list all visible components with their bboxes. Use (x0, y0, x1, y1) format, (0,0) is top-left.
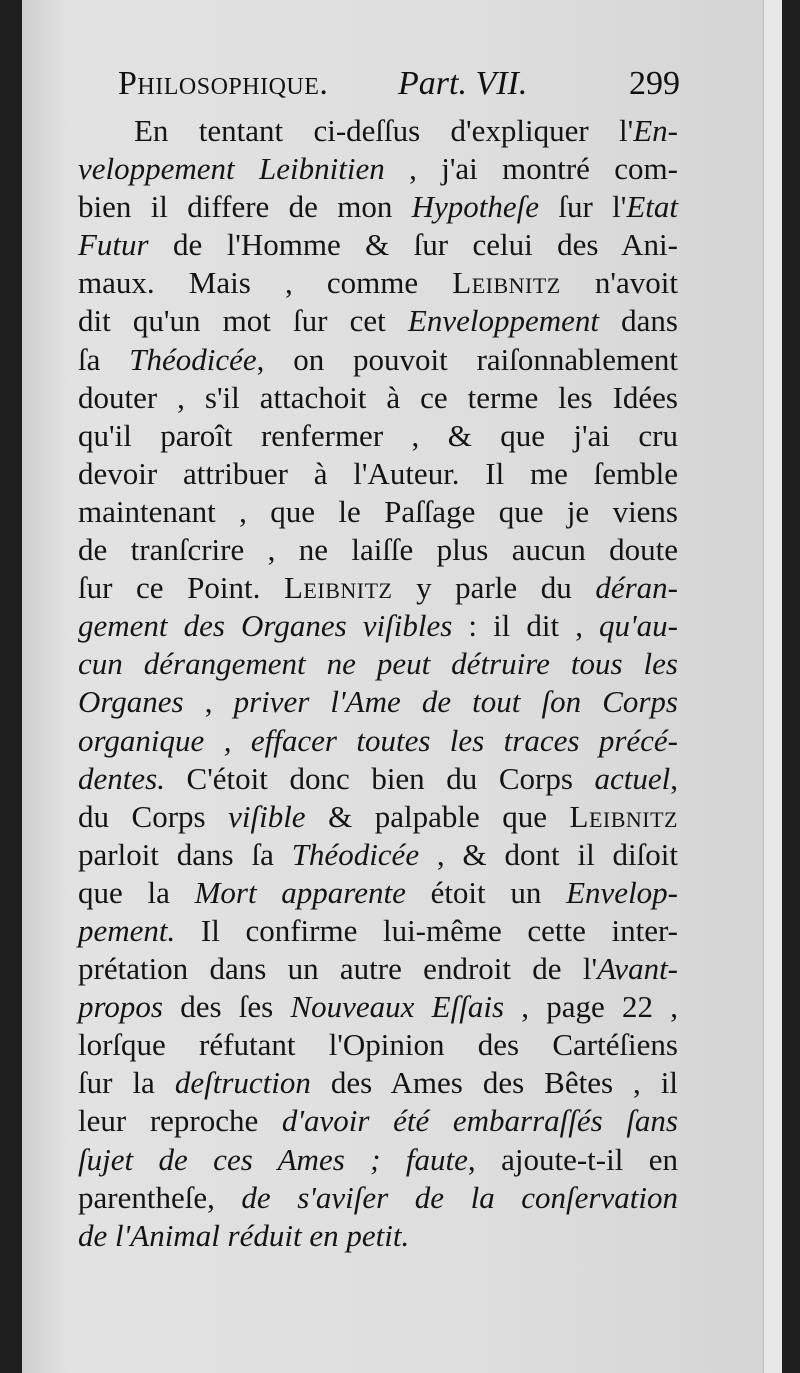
text-segment: de l'Animal réduit en petit. (78, 1217, 410, 1253)
text-segment: n'avoit (560, 265, 678, 301)
text-line (78, 226, 678, 264)
text-segment: Organes (78, 684, 184, 720)
text-segment: étoit un (405, 874, 567, 910)
text-segment: En tentant ci-deſſus d'expliquer l' (134, 113, 634, 148)
text-segment: bien il differe de mon (78, 189, 412, 225)
text-segment: douter , s'il attachoit à ce terme les Idées (78, 379, 678, 415)
text-segment: parloit dans ſa (78, 836, 292, 872)
text-segment: , & dont il diſoit (419, 836, 678, 872)
text-line (78, 379, 678, 417)
text-line (78, 569, 678, 607)
text-line (78, 417, 678, 455)
text-segment: , j'ai montré com- (384, 151, 678, 187)
text-line (78, 722, 678, 760)
book-page (22, 0, 782, 1373)
text-line (78, 112, 678, 150)
text-segment: devoir attribuer à l'Auteur. Il me ſemble (78, 455, 678, 491)
text-segment: Mort apparente (194, 874, 406, 910)
part-label: Part. VII. (398, 65, 528, 102)
text-segment: viſible (228, 798, 306, 834)
text-segment: propos (78, 989, 163, 1025)
text-segment: dit qu'un mot ſur cet (78, 303, 408, 339)
text-line (78, 1217, 678, 1255)
text-segment: lorſque réfutant l'Opinion des Cartéſiens (78, 1027, 678, 1063)
text-segment: ſur la (78, 1065, 175, 1101)
text-line (78, 607, 678, 645)
text-line (78, 683, 678, 721)
text-line (78, 1026, 678, 1064)
text-segment: organique , effacer toutes les traces précé- (78, 722, 678, 758)
text-segment: & palpable que (305, 798, 570, 834)
text-line (78, 531, 678, 569)
page-edge (763, 0, 782, 1373)
text-segment: En- (633, 113, 678, 148)
text-line (78, 988, 678, 1026)
text-line (78, 1141, 678, 1179)
text-segment: de tranſcrire , ne laiſſe plus aucun doute (78, 532, 678, 568)
text-line (78, 798, 678, 836)
text-line (78, 455, 678, 493)
text-segment: , (183, 684, 234, 720)
text-segment: qu'au- (599, 608, 678, 644)
text-line (78, 341, 678, 379)
text-line (78, 150, 678, 188)
text-line (78, 874, 678, 912)
text-line (78, 264, 678, 302)
text-segment: Théodicée (291, 836, 420, 872)
text-segment: , (670, 760, 678, 796)
text-segment: priver l'Ame de tout ſon Corps (233, 684, 678, 720)
running-title: Philosophique. (118, 65, 329, 102)
text-segment: Il confirme lui-même cette inter- (175, 912, 678, 948)
text-segment: Leibnitz (284, 570, 393, 606)
text-segment: dans (599, 303, 679, 339)
text-segment: Etat (626, 189, 678, 225)
text-segment: , ajoute-t-il en (467, 1141, 678, 1177)
text-segment: pement. (78, 912, 176, 948)
text-segment: d'avoir été embarraſſés ſans (281, 1103, 678, 1139)
text-line (78, 1179, 678, 1217)
text-segment: deſtruction (174, 1065, 311, 1101)
text-segment: maintenant , que le Paſſage que je viens (78, 493, 678, 529)
page-number: 299 (629, 65, 680, 102)
text-line (78, 1102, 678, 1140)
text-segment: des ſes (162, 989, 291, 1025)
text-segment: maux. Mais , comme (78, 265, 453, 301)
text-line (78, 950, 678, 988)
text-segment: des Ames des Bêtes , il (310, 1065, 679, 1101)
text-segment: Futur (78, 227, 149, 263)
text-line (78, 912, 678, 950)
text-segment: C'étoit donc bien du Corps (164, 760, 595, 796)
text-segment: ſujet de ces Ames ; faute (78, 1141, 468, 1177)
text-line (78, 188, 678, 226)
text-segment: actuel (594, 760, 671, 796)
text-segment: Avant- (597, 951, 678, 987)
text-segment: ſa (78, 341, 130, 377)
text-segment: veloppement Leibnitien (78, 151, 385, 187)
text-segment: y parle du (392, 570, 596, 606)
text-segment: Leibnitz (452, 265, 561, 301)
text-segment: Envelop- (566, 874, 678, 910)
text-segment: de l'Homme & ſur celui des Ani- (148, 227, 678, 263)
text-segment: leur reproche (78, 1103, 282, 1139)
text-segment: Théodicée (129, 341, 257, 377)
text-segment: Leibnitz (569, 798, 678, 834)
text-line (78, 760, 678, 798)
text-line (78, 645, 678, 683)
text-line (78, 836, 678, 874)
text-segment: gement des Organes viſibles (78, 608, 453, 644)
text-segment: du Corps (78, 798, 229, 834)
text-line (78, 493, 678, 531)
text-segment: qu'il paroît renfermer , & que j'ai cru (78, 417, 678, 453)
text-segment: : il dit , (452, 608, 600, 644)
text-segment: prétation dans un autre endroit de l' (78, 951, 598, 987)
body-text (78, 112, 678, 1255)
text-segment: , page 22 , (504, 989, 678, 1025)
text-segment: parentheſe, (78, 1179, 242, 1215)
text-segment: de s'aviſer de la conſervation (241, 1179, 678, 1215)
text-segment: , on pouvoit raiſonnablement (256, 341, 679, 377)
text-segment: Nouveaux Eſſais (290, 989, 505, 1025)
text-segment: déran- (595, 570, 678, 606)
text-line (78, 302, 678, 340)
text-segment: Hypotheſe (411, 189, 540, 225)
text-segment: que la (78, 874, 195, 910)
text-segment: cun dérangement ne peut détruire tous les (78, 646, 678, 682)
text-segment: dentes. (78, 760, 165, 796)
running-header (118, 60, 680, 108)
text-line (78, 1064, 678, 1102)
text-segment: ſur ce Point. (78, 570, 284, 606)
text-segment: ſur l' (539, 189, 627, 225)
text-segment: Enveloppement (407, 303, 600, 339)
